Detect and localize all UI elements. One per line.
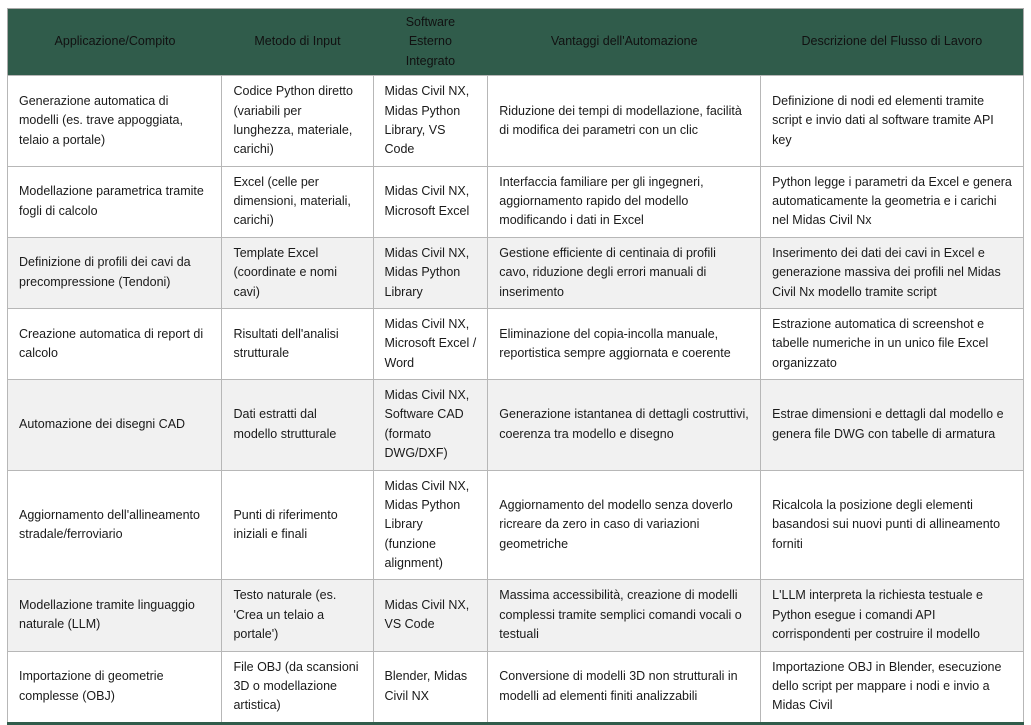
- table-cell: Definizione di profili dei cavi da precompressione (Tendoni): [8, 237, 222, 308]
- table-cell: Ricalcola la posizione degli elementi basandosi sui nuovi punti di allineamento forniti: [761, 470, 1024, 580]
- table-cell: Definizione di nodi ed elementi tramite script e invio dati al software tramite API key: [761, 76, 1024, 167]
- table-cell: Estrazione automatica di screenshot e tabelle numeriche in un unico file Excel organizzato: [761, 308, 1024, 379]
- automation-table: [7, 8, 1024, 725]
- table-cell: Punti di riferimento iniziali e finali: [222, 470, 373, 580]
- column-header: Software Esterno Integrato: [405, 15, 456, 68]
- table-cell: Automazione dei disegni CAD: [8, 380, 222, 471]
- table-cell: Conversione di modelli 3D non strutturali in modelli ad elementi finiti analizzabili: [488, 651, 761, 723]
- table-cell: Excel (celle per dimensioni, materiali, carichi): [222, 166, 373, 237]
- column-header: Vantaggi dell'Automazione: [550, 34, 698, 49]
- table-cell: Midas Civil NX, VS Code: [373, 580, 488, 651]
- table-row: [8, 237, 1024, 308]
- table-cell: Creazione automatica di report di calcolo: [8, 308, 222, 379]
- table-cell: Risultati dell'analisi strutturale: [222, 308, 373, 379]
- column-header: Descrizione del Flusso di Lavoro: [801, 34, 983, 49]
- table-row: [8, 580, 1024, 651]
- table-cell: Importazione di geometrie complesse (OBJ): [8, 651, 222, 723]
- table-row: [8, 308, 1024, 379]
- table-row: [8, 651, 1024, 723]
- column-header: Metodo di Input: [254, 34, 341, 49]
- table-cell: Importazione OBJ in Blender, esecuzione dello script per mappare i nodi e invio a Midas Civil: [761, 651, 1024, 723]
- table-cell: L'LLM interpreta la richiesta testuale e Python esegue i comandi API corrispondenti per costruire il modello: [761, 580, 1024, 651]
- table-cell: Midas Civil NX, Software CAD (formato DWG/DXF): [373, 380, 488, 471]
- table-cell: Aggiornamento dell'allineamento stradale/ferroviario: [8, 470, 222, 580]
- table-cell: Modellazione parametrica tramite fogli di calcolo: [8, 166, 222, 237]
- table-row: [8, 380, 1024, 471]
- table-cell: Gestione efficiente di centinaia di profili cavo, riduzione degli errori manuali di inserimento: [488, 237, 761, 308]
- table-cell: File OBJ (da scansioni 3D o modellazione artistica): [222, 651, 373, 723]
- table-header: [8, 9, 1024, 76]
- table-row: [8, 76, 1024, 167]
- table-cell: Eliminazione del copia-incolla manuale, reportistica sempre aggiornata e coerente: [488, 308, 761, 379]
- table-cell: Modellazione tramite linguaggio naturale (LLM): [8, 580, 222, 651]
- table-cell: Midas Civil NX, Midas Python Library (funzione alignment): [373, 470, 488, 580]
- table-cell: Python legge i parametri da Excel e genera automaticamente la geometria e i carichi nel Midas Civil Nx: [761, 166, 1024, 237]
- table-cell: Aggiornamento del modello senza doverlo ricreare da zero in caso di variazioni geometriche: [488, 470, 761, 580]
- table-cell: Codice Python diretto (variabili per lunghezza, materiale, carichi): [222, 76, 373, 167]
- table-cell: Interfaccia familiare per gli ingegneri, aggiornamento rapido del modello modificando i dati in Excel: [488, 166, 761, 237]
- table-body: [8, 76, 1024, 724]
- column-header: Applicazione/Compito: [54, 34, 176, 49]
- table-cell: Midas Civil NX, Midas Python Library: [373, 237, 488, 308]
- table-cell: Midas Civil NX, Microsoft Excel / Word: [373, 308, 488, 379]
- table-cell: Midas Civil NX, Midas Python Library, VS Code: [373, 76, 488, 167]
- table-row: [8, 166, 1024, 237]
- table-cell: Massima accessibilità, creazione di modelli complessi tramite semplici comandi vocali o testuali: [488, 580, 761, 651]
- table-cell: Template Excel (coordinate e nomi cavi): [222, 237, 373, 308]
- table-cell: Midas Civil NX, Microsoft Excel: [373, 166, 488, 237]
- table-cell: Dati estratti dal modello strutturale: [222, 380, 373, 471]
- table-cell: Testo naturale (es. 'Crea un telaio a portale'): [222, 580, 373, 651]
- table-cell: Inserimento dei dati dei cavi in Excel e generazione massiva dei profili nel Midas Civil Nx modello tramite script: [761, 237, 1024, 308]
- table-row: [8, 470, 1024, 580]
- header-row: [8, 9, 1024, 76]
- table-cell: Generazione istantanea di dettagli costruttivi, coerenza tra modello e disegno: [488, 380, 761, 471]
- table-cell: Riduzione dei tempi di modellazione, facilità di modifica dei parametri con un clic: [488, 76, 761, 167]
- table-cell: Generazione automatica di modelli (es. trave appoggiata, telaio a portale): [8, 76, 222, 167]
- table-cell: Blender, Midas Civil NX: [373, 651, 488, 723]
- table-cell: Estrae dimensioni e dettagli dal modello e genera file DWG con tabelle di armatura: [761, 380, 1024, 471]
